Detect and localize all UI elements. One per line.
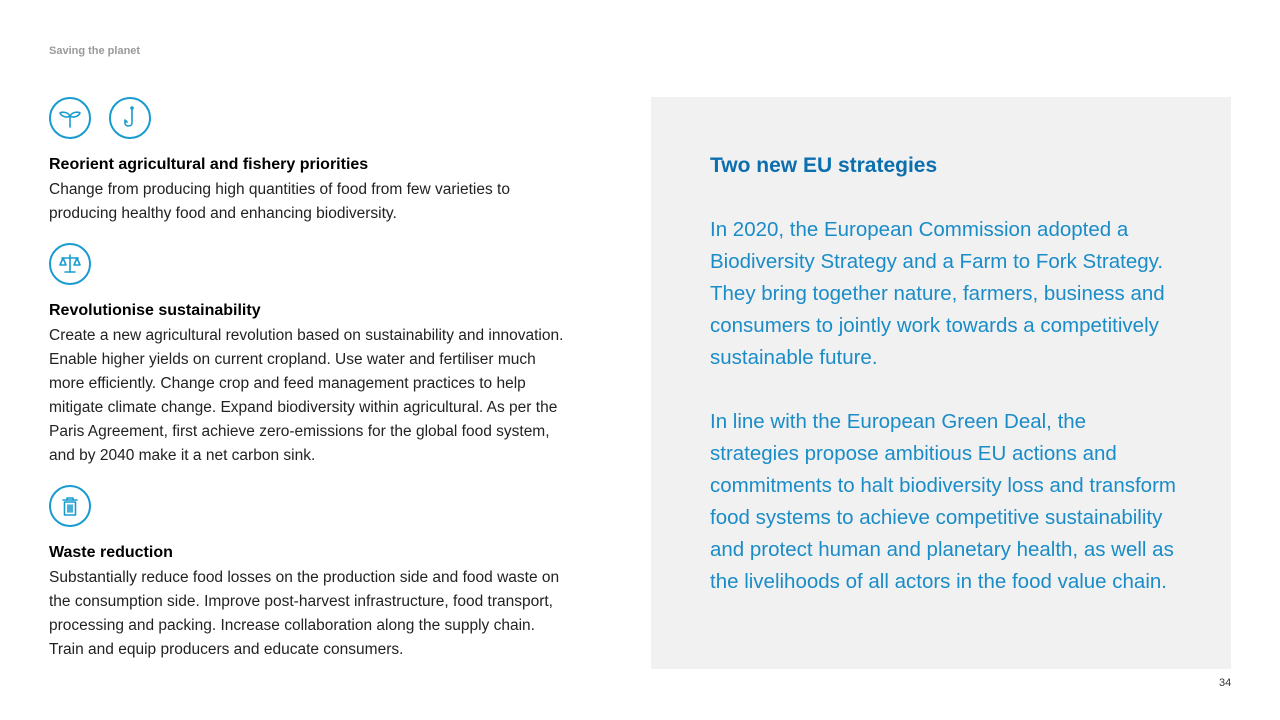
panel-paragraph: In line with the European Green Deal, the strategies propose ambitious EU actions and commitments to halt biodiversity loss and transform food systems to achieve competitive sustainability and protect human and planetary health, as well as the livelihoods of all actors in the food value chain.: [710, 410, 1176, 593]
section-body: Change from producing high quantities of food from few varieties to producing healthy food and enhancing biodiversity.: [49, 181, 510, 222]
balance-scale-icon: [49, 243, 91, 285]
section-sustainability: [49, 243, 569, 468]
section-body: Substantially reduce food losses on the production side and food waste on the consumption side. Improve post-harvest infrastructure, food transport, processing and packing. Increase collaboration along the supply chain. Train and equip producers and educate consumers.: [49, 569, 560, 658]
trash-bin-icon: [49, 485, 91, 527]
section-agriculture: [49, 97, 569, 226]
section-icons: [49, 243, 569, 285]
section-title: Reorient agricultural and fishery priorities: [49, 156, 369, 173]
priorities-column: [49, 97, 569, 662]
panel-title: Two new EU strategies: [710, 154, 938, 177]
section-icons: [49, 97, 569, 139]
fish-hook-icon: [109, 97, 151, 139]
section-title: Waste reduction: [49, 544, 173, 561]
panel-paragraph: In 2020, the European Commission adopted a Biodiversity Strategy and a Farm to Fork Strategy. They bring together nature, farmers, business and consumers to jointly work towards a competitively sustainable future.: [710, 218, 1165, 369]
panel-content: [710, 150, 1180, 598]
section-icons: [49, 485, 569, 527]
sprout-icon: [49, 97, 91, 139]
page-number: 34: [1219, 677, 1232, 689]
header-label: Saving the planet: [49, 45, 141, 57]
section-waste: [49, 485, 569, 662]
section-body: Create a new agricultural revolution based on sustainability and innovation. Enable higher yields on current cropland. Use water and fertiliser much more efficiently. Change crop and feed management practices to help mitigate climate change. Expand biodiversity within agricultural. As per the Paris Agreement, first achieve zero-emissions for the global food system, and by 2040 make it a net carbon sink.: [49, 327, 564, 464]
eu-strategies-panel: [651, 97, 1231, 669]
section-title: Revolutionise sustainability: [49, 302, 261, 319]
